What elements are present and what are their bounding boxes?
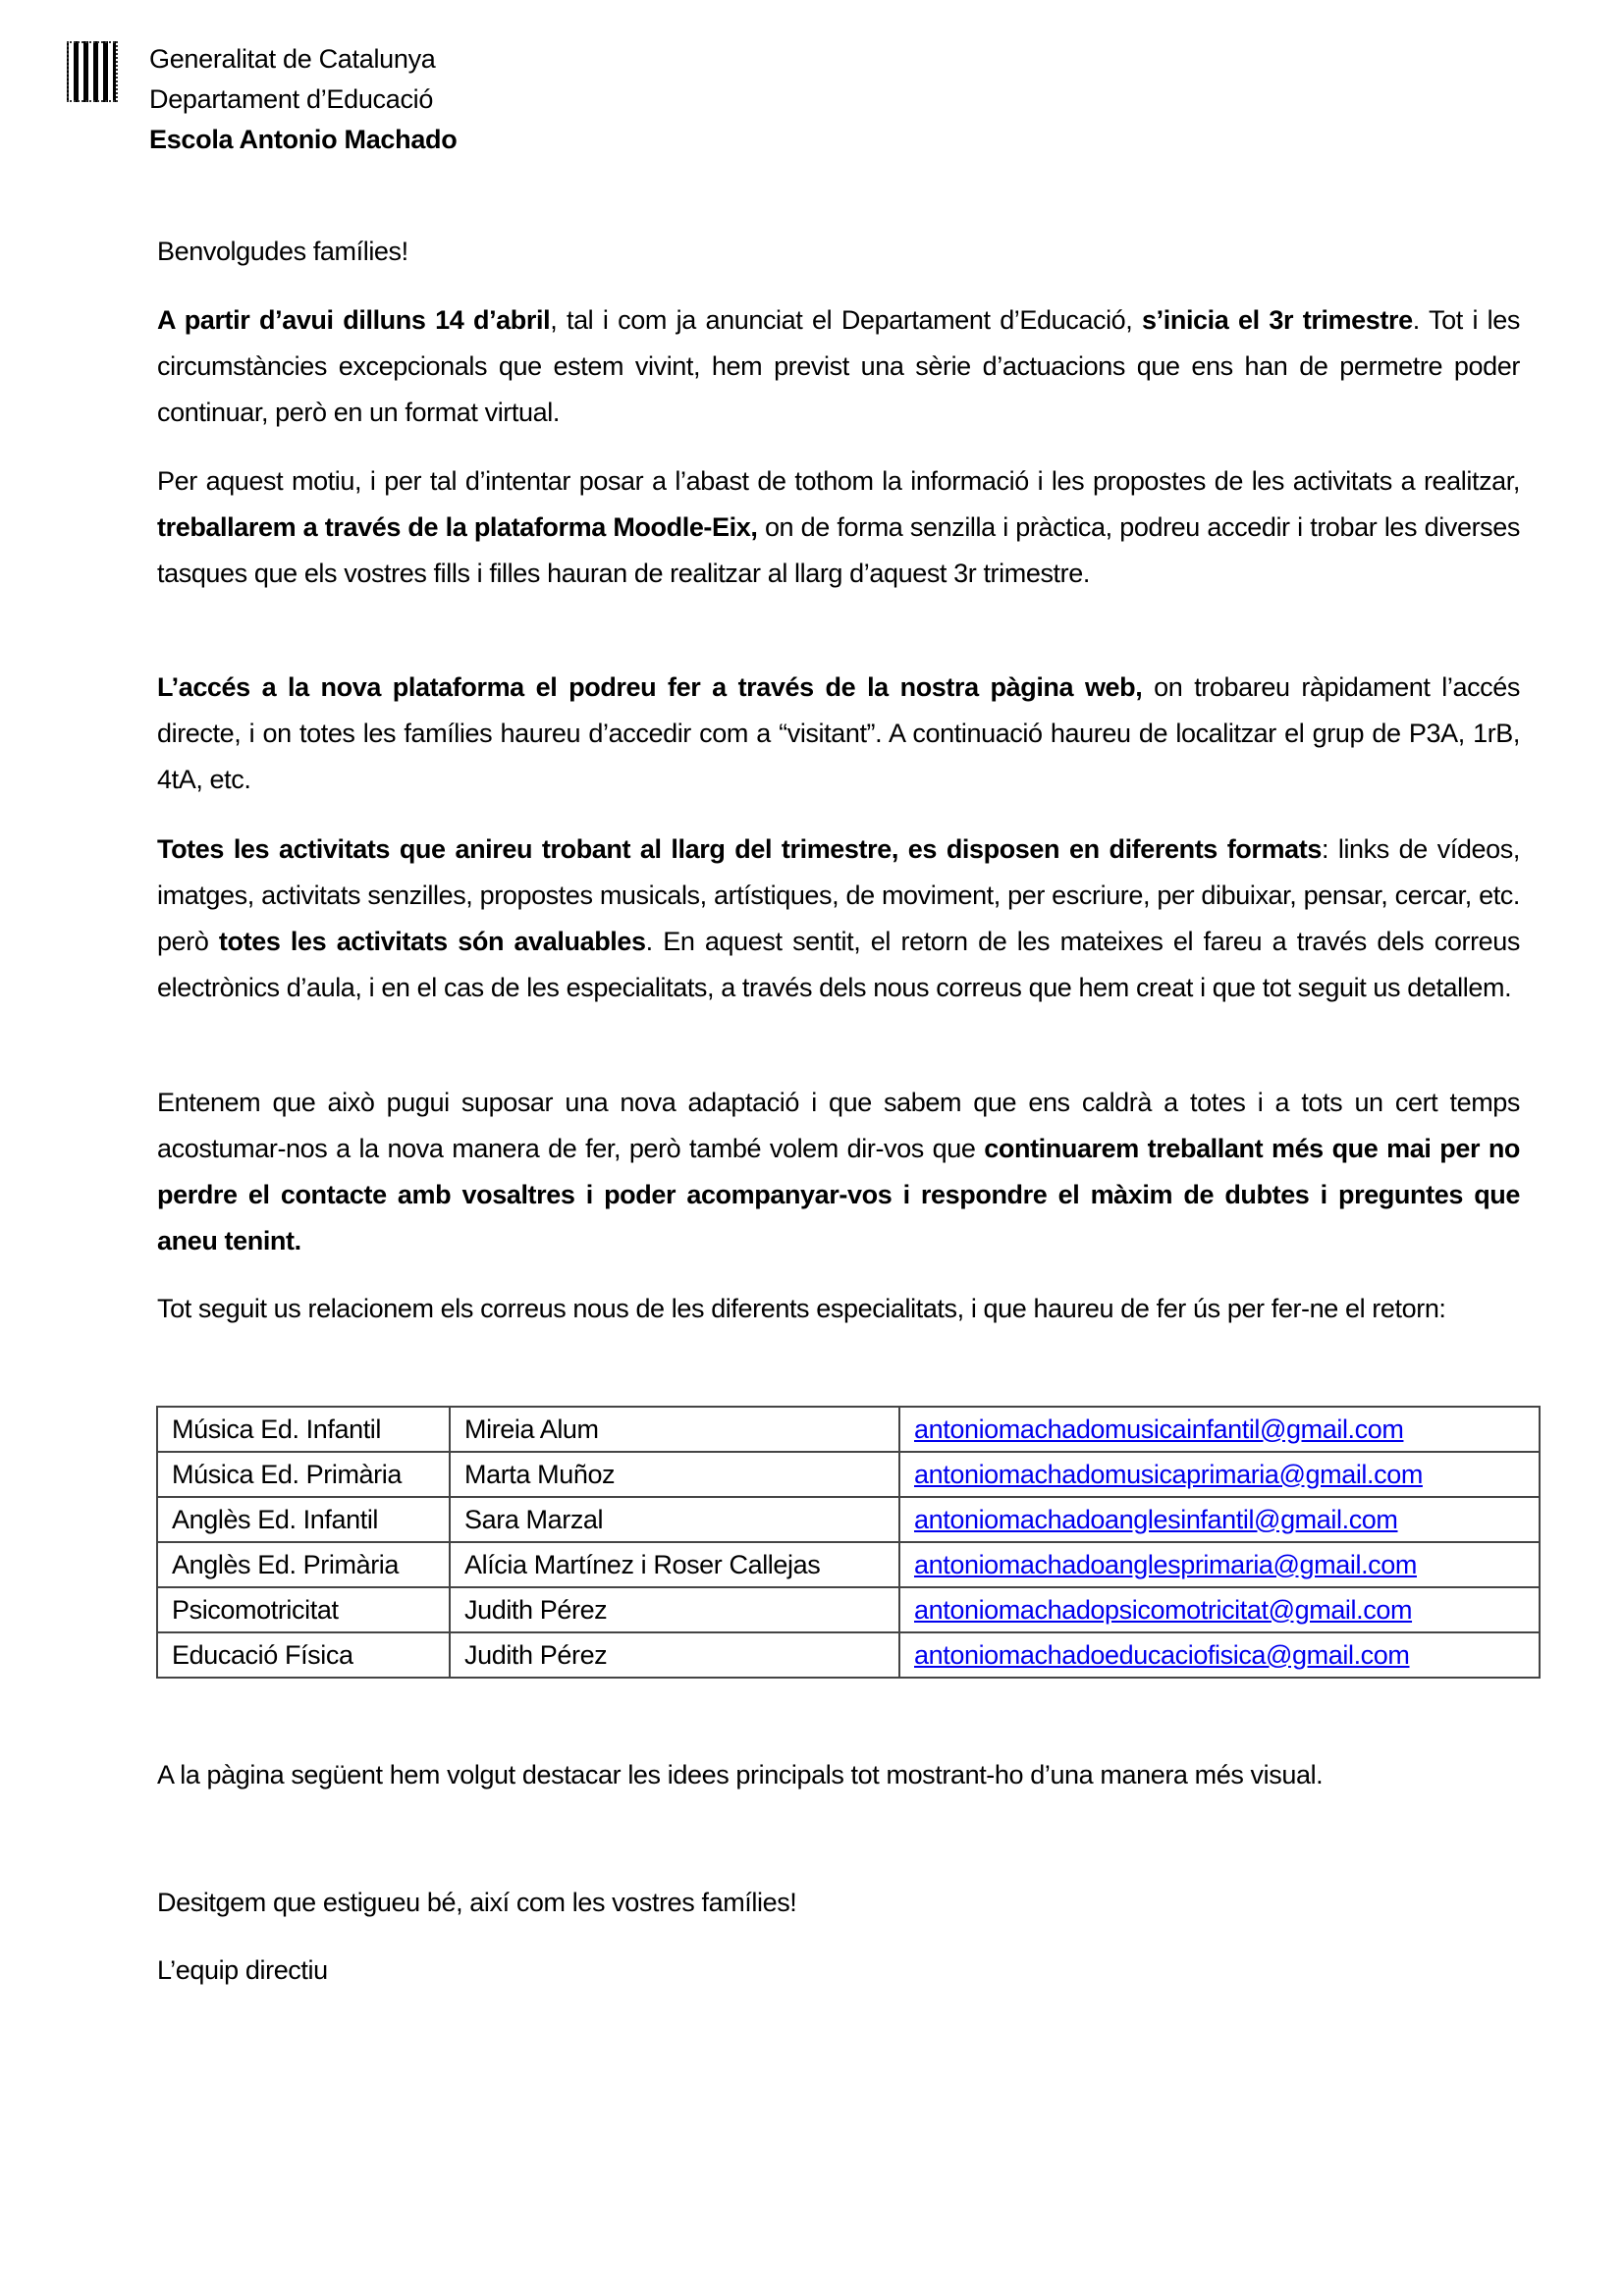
paragraph-6: Tot seguit us relacionem els correus nous de les diferents especialitats, i que haureu de fer ús per fer-ne el retorn: [157,1294,1446,1323]
closing: Desitgem que estigueu bé, així com les vostres famílies! [157,1888,797,1917]
subject-cell: Educació Física [157,1632,450,1678]
email-link[interactable]: antoniomachadoeducaciofisica@gmail.com [914,1639,1410,1670]
email-link[interactable]: antoniomachadomusicainfantil@gmail.com [914,1414,1404,1444]
email-cell [899,1407,1540,1452]
table-row [157,1497,1540,1542]
teacher-cell: Judith Pérez [450,1632,899,1678]
table-row [157,1587,1540,1632]
table-row [157,1452,1540,1497]
teacher-cell: Mireia Alum [450,1407,899,1452]
teacher-cell: Alícia Martínez i Roser Callejas [450,1542,899,1587]
paragraph-2: Per aquest motiu, i per tal d’intentar posar a l’abast de tothom la informació i les propostes de les activitats a realitzar, treballarem a través de la plataforma Moodle-Eix, on de forma senzilla i pràctica, podreu accedir i trobar les diverses tasques que els vostres fills i filles hauran de realitzar al llarg d’aquest 3r trimestre. [157,466,1520,588]
teacher-cell: Judith Pérez [450,1587,899,1632]
table-row [157,1632,1540,1678]
contacts-table [156,1406,1541,1679]
email-cell [899,1632,1540,1678]
paragraph-1: A partir d’avui dilluns 14 d’abril, tal i com ja anunciat el Departament d’Educació, s’inicia el 3r trimestre. Tot i les circumstàncies excepcionals que estem vivint, hem previst una sèrie d’actuacions que ens han de permetre poder continuar, però en un format virtual. [157,305,1520,427]
subject-cell: Anglès Ed. Infantil [157,1497,450,1542]
generalitat-logo-icon [67,41,118,102]
paragraph-4: Totes les activitats que anireu trobant al llarg del trimestre, es disposen en diferents formats: links de vídeos, imatges, activitats senzilles, propostes musicals, artístiques, de moviment, per escriure, per dibuixar, pensar, cercar, etc. però totes les activitats són avaluables. En aquest sentit, el retorn de les mateixes el fareu a través dels correus electrònics d’aula, i en el cas de les especialitats, a través dels nous correus que hem creat i que tot seguit us detallem. [157,834,1520,1002]
paragraph-5: Entenem que això pugui suposar una nova adaptació i que sabem que ens caldrà a totes i a tots un cert temps acostumar-nos a la nova manera de fer, però també volem dir-vos que continuarem treballant més que mai per no perdre el contacte amb vosaltres i poder acompanyar-vos i respondre el màxim de dubtes i preguntes que aneu tenint. [157,1088,1521,1255]
email-link[interactable]: antoniomachadoanglesinfantil@gmail.com [914,1504,1398,1534]
subject-cell: Música Ed. Infantil [157,1407,450,1452]
email-cell [899,1587,1540,1632]
table-row [157,1407,1540,1452]
letterhead-text [149,39,457,160]
subject-cell: Psicomotricitat [157,1587,450,1632]
department-name: Departament d’Educació [149,84,434,114]
paragraph-7: A la pàgina següent hem volgut destacar les idees principals tot mostrant-ho d’una manera més visual. [157,1760,1324,1789]
email-cell [899,1452,1540,1497]
table-row [157,1542,1540,1587]
email-link[interactable]: antoniomachadopsicomotricitat@gmail.com [914,1594,1413,1625]
greeting: Benvolgudes famílies! [157,237,408,266]
org-name: Generalitat de Catalunya [149,44,436,74]
teacher-cell: Sara Marzal [450,1497,899,1542]
email-link[interactable]: antoniomachadoanglesprimaria@gmail.com [914,1549,1417,1579]
subject-cell: Anglès Ed. Primària [157,1542,450,1587]
school-name: Escola Antonio Machado [149,125,458,154]
teacher-cell: Marta Muñoz [450,1452,899,1497]
email-cell [899,1542,1540,1587]
email-link[interactable]: antoniomachadomusicaprimaria@gmail.com [914,1459,1423,1489]
paragraph-3: L’accés a la nova plataforma el podreu fer a través de la nostra pàgina web, on trobareu ràpidament l’accés directe, i on totes les famílies haureu d’accedir com a “visitant”. A continuació haureu de localitzar el grup de P3A, 1rB, 4tA, etc. [157,672,1520,794]
subject-cell: Música Ed. Primària [157,1452,450,1497]
email-cell [899,1497,1540,1542]
signature: L’equip directiu [157,1955,328,1985]
